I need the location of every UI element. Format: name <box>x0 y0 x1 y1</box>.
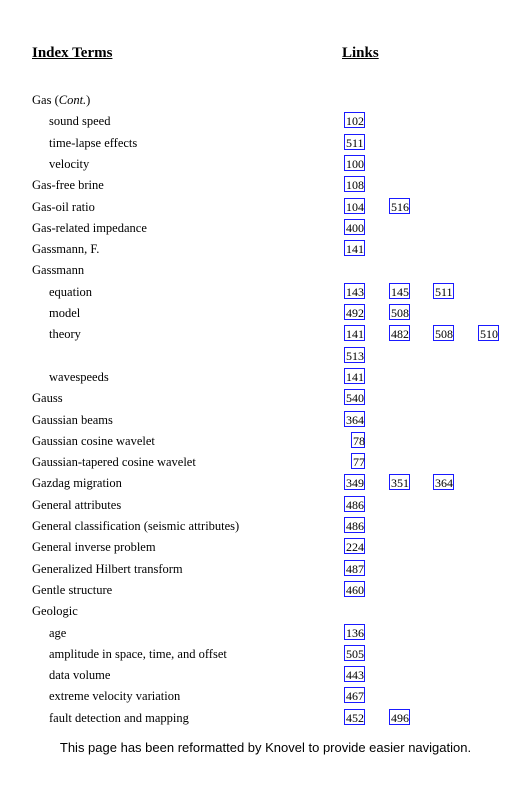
index-entry <box>0 155 531 173</box>
index-term: Gentle structure <box>32 582 113 597</box>
index-subterm: time-lapse effects <box>49 135 138 150</box>
page-link[interactable]: 351 <box>391 476 409 491</box>
page-link[interactable]: 508 <box>435 327 453 342</box>
index-subterm: model <box>49 306 81 320</box>
page-link[interactable]: 513 <box>346 348 364 363</box>
index-entry <box>0 134 531 152</box>
page-link[interactable]: 467 <box>346 689 364 704</box>
page-link[interactable]: 511 <box>435 284 453 299</box>
index-entry <box>0 666 531 684</box>
index-entry <box>0 325 531 343</box>
page-link[interactable]: 540 <box>346 391 364 406</box>
index-term: Generalized Hilbert transform <box>32 561 183 576</box>
page-link[interactable]: 505 <box>346 646 364 661</box>
index-term: General attributes <box>32 497 122 512</box>
index-subterm: wavespeeds <box>49 369 109 384</box>
term-suffix: ) <box>86 93 91 107</box>
page-link[interactable]: 100 <box>346 156 364 171</box>
index-term: Gassmann, F. <box>32 242 100 257</box>
page-link[interactable]: 482 <box>391 327 409 342</box>
index-term: Gaussian-tapered cosine wavelet <box>32 455 196 470</box>
index-header-links: Links <box>342 45 379 61</box>
page-link[interactable]: 141 <box>346 242 364 257</box>
page-link[interactable]: 508 <box>391 306 409 320</box>
knovel-footer-note: This page has been reformatted by Knovel to provide easier navigation. <box>59 740 472 755</box>
page-link[interactable]: 486 <box>346 497 364 512</box>
index-entry <box>0 474 531 492</box>
page-link[interactable]: 496 <box>391 710 409 725</box>
page-link[interactable]: 349 <box>346 476 364 491</box>
index-header-terms: Index Terms <box>32 45 113 61</box>
index-entry <box>0 709 531 727</box>
index-term: Gauss <box>32 391 63 406</box>
index-entry <box>0 389 531 407</box>
index-entry <box>0 624 531 642</box>
page-link[interactable]: 443 <box>346 668 364 683</box>
index-subterm: theory <box>49 327 81 342</box>
index-entry <box>0 261 531 279</box>
page-link[interactable]: 145 <box>391 284 409 299</box>
page-link[interactable]: 364 <box>435 476 453 491</box>
index-subterm: sound speed <box>49 114 111 129</box>
page-link[interactable]: 511 <box>346 135 364 150</box>
index-subterm: equation <box>49 284 93 299</box>
index-subterm: extreme velocity variation <box>49 689 181 704</box>
index-term: Gazdag migration <box>32 476 122 491</box>
index-term: Geologic <box>32 604 78 619</box>
page-link[interactable]: 77 <box>353 455 365 470</box>
index-entry <box>0 91 531 109</box>
term-prefix: Gas ( <box>32 93 59 107</box>
page-link[interactable]: 224 <box>346 540 364 555</box>
index-subterm: age <box>49 625 67 640</box>
index-entry <box>0 304 531 322</box>
index-term: Gas-related impedance <box>32 220 147 235</box>
index-entry <box>0 283 531 301</box>
page-link[interactable]: 136 <box>346 625 364 640</box>
index-entry <box>0 602 531 620</box>
page-link[interactable]: 78 <box>353 433 365 448</box>
index-entry <box>0 432 531 450</box>
page-link[interactable]: 486 <box>346 519 364 533</box>
index-term <box>32 91 90 109</box>
index-term: Gas-oil ratio <box>32 199 95 214</box>
index-term: Gaussian cosine wavelet <box>32 433 155 448</box>
index-entry <box>0 496 531 514</box>
index-entry <box>0 198 531 216</box>
page-link[interactable]: 141 <box>346 327 364 342</box>
page-link[interactable]: 143 <box>346 284 364 299</box>
index-entry <box>0 240 531 258</box>
index-entry <box>0 112 531 130</box>
index-entry <box>0 517 531 535</box>
index-entry <box>0 645 531 663</box>
page-link[interactable]: 141 <box>346 369 364 384</box>
page-link[interactable]: 516 <box>391 199 409 214</box>
term-italic: Cont. <box>58 93 87 107</box>
page-link[interactable]: 364 <box>346 412 364 427</box>
page-link[interactable]: 492 <box>346 306 364 320</box>
index-subterm: velocity <box>49 156 90 171</box>
index-entry <box>0 219 531 237</box>
index-entry <box>0 687 531 705</box>
index-entry <box>0 538 531 556</box>
index-term: Gaussian beams <box>32 412 113 427</box>
index-subterm: amplitude in space, time, and offset <box>49 646 227 661</box>
index-entry <box>0 368 531 386</box>
page-link[interactable]: 452 <box>346 710 364 725</box>
page-link[interactable]: 102 <box>346 114 364 129</box>
page-link[interactable]: 460 <box>346 582 364 597</box>
page-link[interactable]: 400 <box>346 220 364 235</box>
index-term: General inverse problem <box>32 540 156 555</box>
index-term: General classification (seismic attributes) <box>32 519 240 533</box>
page-link[interactable]: 510 <box>480 327 498 342</box>
index-entry <box>0 347 531 365</box>
index-entry <box>0 176 531 194</box>
index-entry <box>0 560 531 578</box>
index-term: Gassmann <box>32 263 85 278</box>
page-link[interactable]: 104 <box>346 199 364 214</box>
index-entry <box>0 581 531 599</box>
index-entry <box>0 453 531 471</box>
index-subterm: data volume <box>49 668 111 683</box>
page-link[interactable]: 108 <box>346 178 364 193</box>
index-term: Gas-free brine <box>32 178 104 193</box>
page-link[interactable]: 487 <box>346 561 364 576</box>
index-subterm: fault detection and mapping <box>49 710 189 725</box>
index-entry <box>0 411 531 429</box>
